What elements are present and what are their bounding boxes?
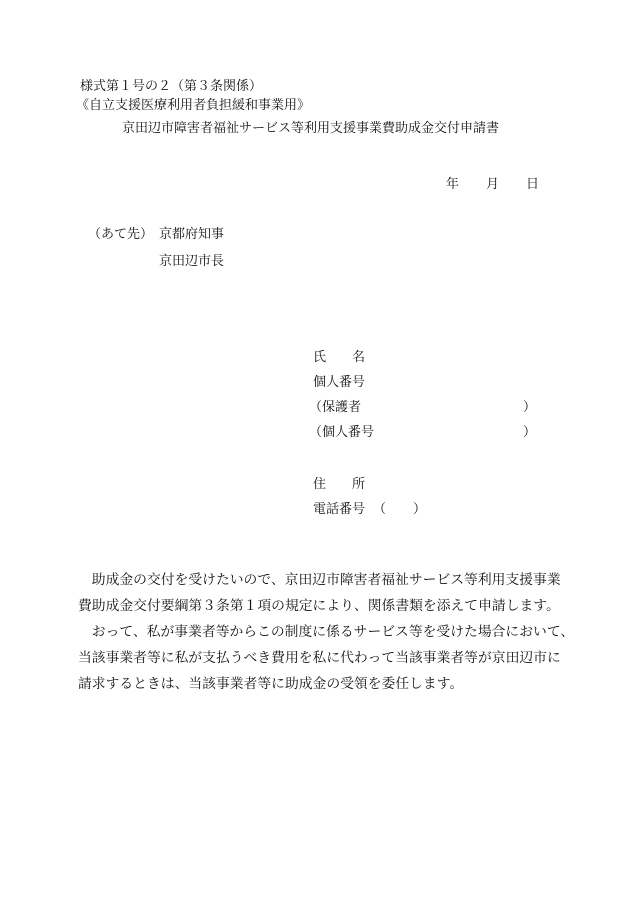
guardian-number-close-paren: ） [523, 425, 537, 440]
guardian-label: （保護者 [309, 400, 362, 415]
phone-open-paren: （ [373, 502, 387, 517]
phone-close-paren: ） [413, 502, 427, 517]
phone-label: 電話番号 [313, 502, 366, 517]
date-month: 月 [486, 177, 500, 192]
guardian-close-paren: ） [523, 400, 537, 415]
body-line: 請求するときは、当該事業者等に助成金の受領を委任します。 [78, 676, 464, 692]
body-line: 当該事業者等に私が支払うべき費用を私に代わって当該事業者等が京田辺市に [78, 650, 561, 666]
date-day: 日 [526, 177, 540, 192]
body-line: 助成金の交付を受けたいので、京田辺市障害者福祉サービス等利用支援事業 [78, 572, 561, 588]
personal-number-label: 個人番号 [313, 375, 366, 390]
form-number: 様式第１号の２（第３条関係） [80, 79, 263, 94]
addressee-governor: 京都府知事 [159, 227, 225, 242]
applicant-name-label: 氏 名 [313, 350, 366, 365]
guardian-number-label: （個人番号 [309, 425, 375, 440]
date-year: 年 [446, 177, 460, 192]
addressee-mayor: 京田辺市長 [159, 254, 225, 269]
body-line: おって、私が事業者等からこの制度に係るサービス等を受けた場合において、 [78, 624, 575, 640]
body-line: 費助成金交付要綱第３条第１項の規定により、関係書類を添えて申請します。 [78, 598, 560, 614]
address-label: 住 所 [313, 477, 366, 492]
addressee-label: （あて先） [88, 227, 154, 242]
document-title: 京田辺市障害者福祉サービス等利用支援事業費助成金交付申請書 [122, 121, 500, 136]
form-category: 《自立支援医療利用者負担緩和事業用》 [76, 98, 311, 113]
